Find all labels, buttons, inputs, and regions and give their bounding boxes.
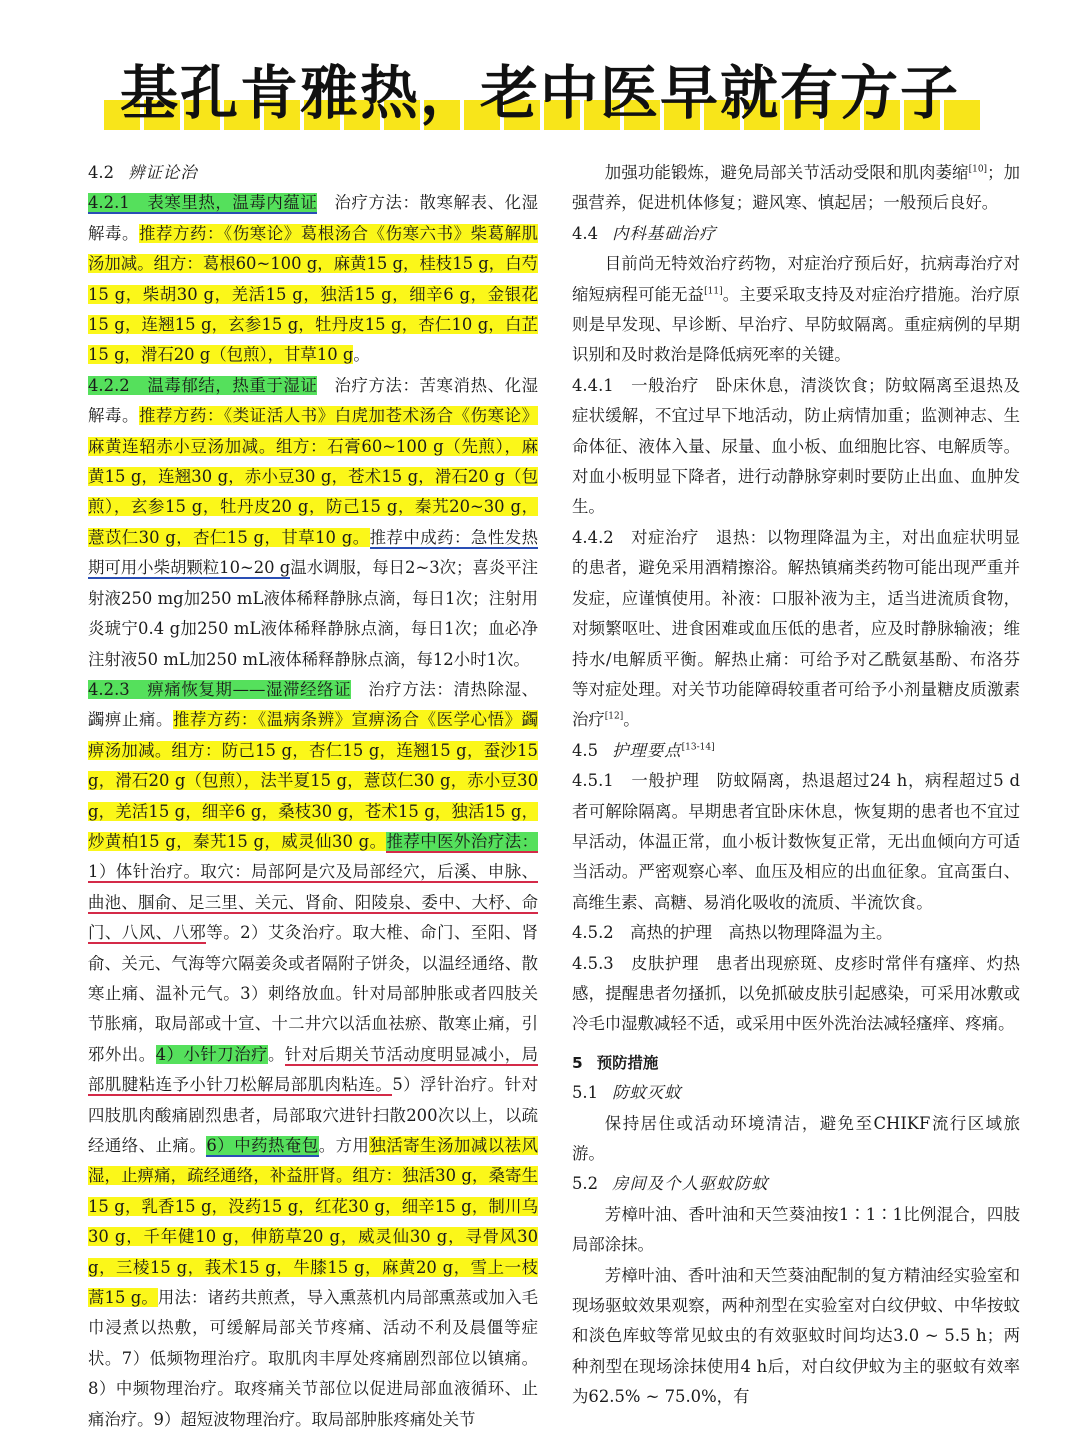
paragraph-5-1: 保持居住或活动环境清洁，避免至CHIKF流行区域旅游。 <box>572 1113 1020 1163</box>
prescription-4-2-3: 推荐方药：《温病条辨》宣痹汤合《医学心悟》蠲痹汤加减。组方：防己15 g，杏仁15 g，连翘15 g，蚕沙15 g，滑石20 g（包煎），法半夏15 g，薏苡仁30 g，赤小豆30 g，羌活15 g，细辛6 g，桑枝30 g，苍术15 g，独活15 g，炒黄柏15 g，秦艽15 g，威灵仙30 g。 <box>88 710 538 851</box>
left-column <box>88 158 538 1435</box>
section-title-4-2-2: 4.2.2 温毒郁结，热重于湿证 <box>88 375 318 395</box>
paragraph-4-4-2: 4.4.2 对症治疗 退热：以物理降温为主，对出血症状明显的患者，避免采用酒精擦浴。解热镇痛类药物可能出现严重并发症，应谨慎使用。补液：口服补液为主，适当进流质食物，对频繁呕吐、进食困难或血压低的患者，应及时静脉输液；维持水/电解质平衡。解热止痛：可给予对乙酰氨基酚、布洛芬等对症处理。对关节功能障碍较重者可给予小剂量糖皮质激素治疗[12]。 <box>572 527 1020 730</box>
section-title-4-2-1: 4.2.1 表寒里热，温毒内蕴证 <box>88 193 318 213</box>
paragraph-4-4: 目前尚无特效治疗药物，对症治疗预后好，抗病毒治疗对缩短病程可能无益[11]。主要采取支持及对症治疗措施。治疗原则是早发现、早诊断、早治疗、早防蚊隔离。重症病例的早期识别和及时救治是降低病死率的关键。 <box>572 254 1021 365</box>
paragraph-5-2-b: 芳樟叶油、香叶油和天竺葵油配制的复方精油经实验室和现场驱蚊效果观察，两种剂型在实验室对白纹伊蚊、中华按蚊和淡色库蚊等常见蚊虫的有效驱蚊时间均达3.0 ~ 5.5 h；两种剂型在现场涂抹使用4 h后，对白纹伊蚊为主的驱蚊有效率为62.5% ~ 75.0%，有 <box>572 1265 1020 1407</box>
section-4-2-3: 4.2.3 痹痛恢复期——湿滞经络证 治疗方法：清热除湿、蠲痹止痛。推荐方药：《温病条辨》宣痹汤合《医学心悟》蠲痹汤加减。组方：防己15 g，杏仁15 g，连翘15 g，蚕沙15 g，滑石20 g（包煎），法半夏15 g，薏苡仁30 g，赤小豆30 g，羌活15 g，细辛6 g，桑枝30 g，苍术15 g，独活15 g，炒黄柏15 g，秦艽15 g，威灵仙30 g。推荐中医外治疗法：1）体针治疗。取穴：局部阿是穴及局部经穴，后溪、申脉、曲池、腘俞、足三里、关元、肾俞、阳陵泉、委中、大杼、命门、八风、八邪等。2）艾灸治疗。取大椎、命门、至阳、肾俞、关元、气海等穴隔姜灸或者隔附子饼灸，以温经通络、散寒止痛、温补元气。3）刺络放血。针对局部肿胀或者四肢关节胀痛，取局部或十宣、十二井穴以活血祛瘀、散寒止痛，引邪外出。4）小针刀治疗。针对后期关节活动度明显减小，局部肌腱粘连予小针刀松解局部肌肉粘连。5）浮针治疗。针对四肢肌肉酸痛剧烈患者，局部取穴进针扫散200次以上，以疏经通络、止痛。6）中药热奄包。方用独活寄生汤加减以祛风湿，止痹痛，疏经通络，补益肝肾。组方：独活30 g，桑寄生15 g，乳香15 g，没药15 g，红花30 g，细辛15 g，制川乌30 g，千年健10 g，伸筋草20 g，威灵仙30 g，寻骨风30 g，三棱15 g，莪术15 g，牛膝15 g，麻黄20 g，雪上一枝蒿15 g。用法：诸药共煎煮，导入熏蒸机内局部熏蒸或加入毛巾浸煮以热敷，可缓解局部关节疼痛、活动不利及晨僵等症状。7）低频物理治疗。取肌肉丰厚处疼痛剧烈部位以镇痛。8）中频物理治疗。取疼痛关节部位以促进局部血液循环、止痛治疗。9）超短波物理治疗。取局部肿胀疼痛处关节 <box>88 679 538 1429</box>
heading-5-1: 5.1 防蚊灭蚊 <box>572 1083 682 1103</box>
section-title-4-2-3: 4.2.3 痹痛恢复期——湿滞经络证 <box>88 679 352 699</box>
herbal-hot-pack-label: 6）中药热奄包 <box>206 1136 319 1155</box>
heading-4-2: 4.2 辨证论治 <box>88 163 198 182</box>
prescription-4-2-1: 推荐方药：《伤寒论》葛根汤合《伤寒六书》柴葛解肌汤加减。组方：葛根60~100 g，麻黄15 g，桂枝15 g，白芍15 g，柴胡30 g，羌活15 g，独活15 g，细辛6 g，金银花15 g，连翘15 g，玄参15 g，牡丹皮15 g，杏仁10 g，白芷15 g，滑石20 g（包煎），甘草10 g <box>88 223 538 365</box>
paragraph-5-2-a: 芳樟叶油、香叶油和天竺葵油按1∶1∶1比例混合，四肢局部涂抹。 <box>572 1204 1020 1255</box>
external-therapy-label: 推荐中医外治疗法： <box>386 831 538 851</box>
paragraph-4-5-2: 4.5.2 高热的护理 高热以物理降温为主。 <box>572 923 893 943</box>
herbal-hot-pack-prescription: 独活寄生汤加减以祛风湿，止痹痛，疏经通络，补益肝肾。组方：独活30 g，桑寄生15 g，乳香15 g，没药15 g，红花30 g，细辛15 g，制川乌30 g，千年健10 g，伸筋草20 g，威灵仙30 g，寻骨风30 g，三棱15 g，莪术15 g，牛膝15 g，麻黄20 g，雪上一枝蒿15 g。 <box>88 1136 538 1308</box>
heading-4-5: 4.5 护理要点[13-14] <box>572 740 715 760</box>
heading-4-4: 4.4 内科基础治疗 <box>572 223 717 243</box>
acupuncture-points: 1）体针治疗。取穴：局部阿是穴及局部经穴，后溪、申脉、曲池、腘俞、足三里、关元、肾俞、阳陵泉、委中、大杼、命门、八风、八邪 <box>88 862 538 943</box>
small-needle-knife-label: 4）小针刀治疗 <box>155 1044 269 1064</box>
heading-5-2: 5.2 房间及个人驱蚊防蚊 <box>572 1174 769 1194</box>
section-4-2-1: 4.2.1 表寒里热，温毒内蕴证 治疗方法：散寒解表、化湿解毒。推荐方药：《伤寒论》葛根汤合《伤寒六书》柴葛解肌汤加减。组方：葛根60~100 g，麻黄15 g，桂枝15 g，白芍15 g，柴胡30 g，羌活15 g，独活15 g，细辛6 g，金银花15 g，连翘15 g，玄参15 g，牡丹皮15 g，杏仁10 g，白芷15 g，滑石20 g（包煎），甘草10 g。 <box>88 193 538 365</box>
small-needle-knife-text: 针对后期关节活动度明显减小，局部肌腱粘连予小针刀松解局部肌肉粘连。 <box>88 1044 538 1095</box>
patent-medicine-label: 推荐中成药：急性发热期可用小柴胡颗粒10~20 g <box>88 527 538 578</box>
heading-5: 5 预防措施 <box>572 1053 659 1072</box>
title-area <box>0 48 1080 138</box>
paragraph-4-5-3: 4.5.3 皮肤护理 患者出现瘀斑、皮疹时常伴有瘙痒、灼热感，提醒患者勿搔抓，以免抓破皮肤引起感染，可采用冰敷或冷毛巾湿敷减轻不适，或采用中医外洗治法减轻瘙痒、疼痛。 <box>572 953 1020 1034</box>
paragraph-4-5-1: 4.5.1 一般护理 防蚊隔离，热退超过24 h，病程超过5 d者可解除隔离。早期患者宜卧床休息，恢复期的患者也不宜过早活动，体温正常，血小板计数恢复正常，无出血倾向方可适当活动。严密观察心率、血压及相应的出血征象。宜高蛋白、高维生素、高糖、易消化吸收的流质、半流饮食。 <box>572 771 1020 912</box>
prescription-4-2-2: 推荐方药：《类证活人书》白虎加苍术汤合《伤寒论》麻黄连轺赤小豆汤加减。组方：石膏60~100 g（先煎），麻黄15 g，连翘30 g，赤小豆30 g，苍术15 g，滑石20 g（包煎），玄参15 g，牡丹皮20 g，防己15 g，秦艽20~30 g，薏苡仁30 g，杏仁15 g，甘草10 g。 <box>88 406 538 547</box>
section-4-2-2: 4.2.2 温毒郁结，热重于湿证 治疗方法：苦寒消热、化湿解毒。推荐方药：《类证活人书》白虎加苍术汤合《伤寒论》麻黄连轺赤小豆汤加减。组方：石膏60~100 g（先煎），麻黄15 g，连翘30 g，赤小豆30 g，苍术15 g，滑石20 g（包煎），玄参15 g，牡丹皮20 g，防己15 g，秦艽20~30 g，薏苡仁30 g，杏仁15 g，甘草10 g。推荐中成药：急性发热期可用小柴胡颗粒10~20 g温水调服，每日2~3次；喜炎平注射液250 mg加250 mL液体稀释静脉点滴，每日1次；注射用炎琥宁0.4 g加250 mL液体稀释静脉点滴，每日1次；血必净注射液50 mL加250 mL液体稀释静脉点滴，每12小时1次。 <box>88 375 538 669</box>
paragraph-4-4-1: 4.4.1 一般治疗 卧床休息，清淡饮食；防蚊隔离至退热及症状缓解，不宜过早下地活动，防止病情加重；监测神志、生命体征、液体入量、尿量、血小板、血细胞比容、电解质等。对血小板明显下降者，进行动静脉穿刺时要防止出血、血肿发生。 <box>572 375 1020 517</box>
right-column <box>572 158 1020 1413</box>
continued-paragraph: 加强功能锻炼，避免局部关节活动受限和肌肉萎缩[10]；加强营养，促进机体修复；避风寒、慎起居；一般预后良好。 <box>572 163 1021 213</box>
page-title: 基孔肯雅热，老中医早就有方子 <box>119 59 960 127</box>
